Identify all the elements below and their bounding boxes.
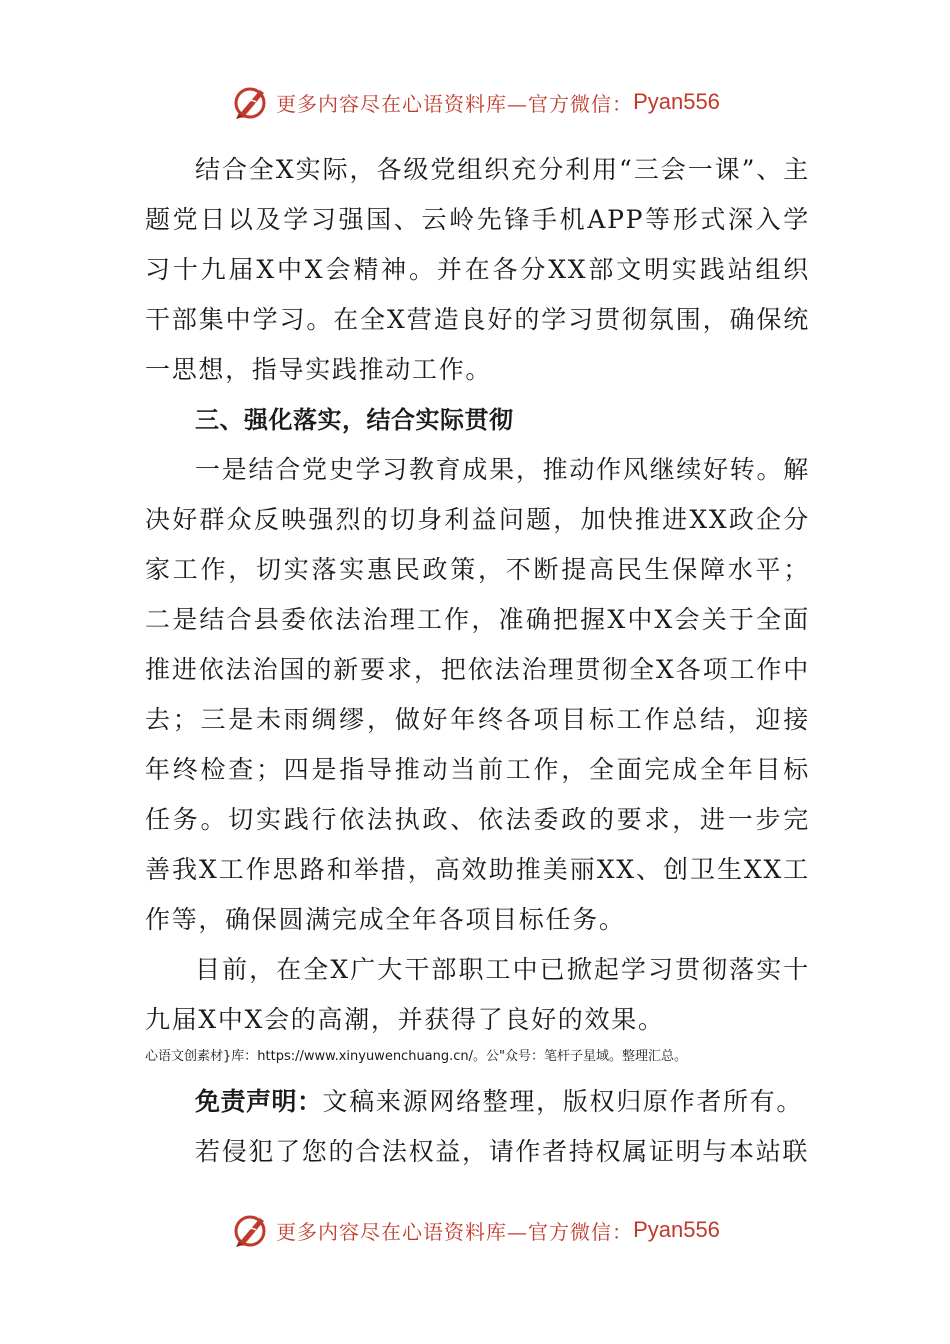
footer-banner [0, 1208, 950, 1252]
disclaimer-label: 免责声明： [195, 1087, 323, 1116]
pen-logo-icon [230, 82, 270, 122]
section-heading-3: 三、强化落实，结合实际贯彻 [195, 406, 514, 434]
footer-banner-wechat-id: Pyan556 [633, 1217, 720, 1242]
disclaimer-line-2: 若侵犯了您的合法权益，请作者持权属证明与本站联 [195, 1137, 810, 1166]
disclaimer-text: 文稿来源网络整理，版权归原作者所有。 [322, 1087, 804, 1116]
source-note: 心语文创素材}库：https://www.xinyuwenchuang.cn/。公"众号：笔杆子星域。整理汇总。 [145, 1049, 688, 1064]
footer-banner-text: 更多内容尽在心语资料库—官方微信： [276, 1219, 634, 1244]
header-banner-text: 更多内容尽在心语资料库—官方微信： [276, 91, 634, 116]
pen-logo-icon [230, 1210, 270, 1250]
header-banner [0, 80, 950, 124]
paragraph-results: 目前，在全X广大干部职工中已掀起学习贯彻落实十九届X中X会的高潮，并获得了良好的效果。 [145, 955, 810, 1034]
document-body [145, 145, 810, 1177]
paragraph-study: 结合全X实际，各级党组织充分利用“三会一课”、主题党日以及学习强国、云岭先锋手机APP等形式深入学习十九届X中X会精神。并在各分XX部文明实践站组织干部集中学习。在全X营造良好的学习贯彻氛围，确保统一思想，指导实践推动工作。 [145, 155, 810, 384]
header-banner-wechat-id: Pyan556 [633, 89, 720, 114]
paragraph-implementation: 一是结合党史学习教育成果，推动作风继续好转。解决好群众反映强烈的切身利益问题，加快推进XX政企分家工作，切实落实惠民政策，不断提高民生保障水平；二是结合县委依法治理工作，准确把握X中X会关于全面推进依法治国的新要求，把依法治理贯彻全X各项工作中去；三是未雨绸缪，做好年终各项目标工作总结，迎接年终检查；四是指导推动当前工作，全面完成全年目标任务。切实践行依法执政、依法委政的要求，进一步完善我X工作思路和举措，高效助推美丽XX、创卫生XX工作等，确保圆满完成全年各项目标任务。 [145, 455, 810, 934]
disclaimer [145, 1077, 810, 1127]
